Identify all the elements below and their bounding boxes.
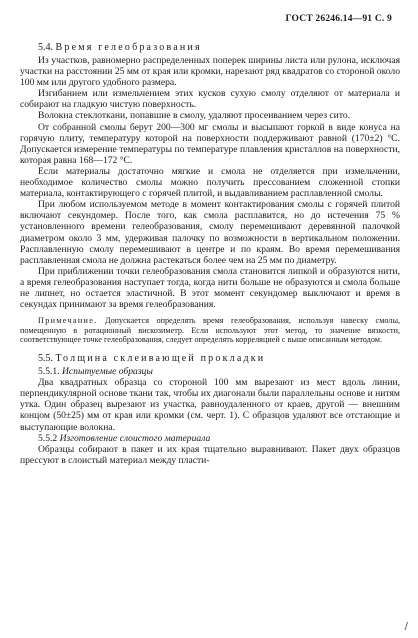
paragraph-stopwatch: При любом используемом методе в момент контактирования смолы с горячей плитой включают секундомер. После того, как смола расплавится, но до истечения 75 % установленного времени гелеобразования, смолу перемешивают деревянной палочкой диаметром около 3 мм, удерживая палочку по возможности в вертикальном положении. Расплавленную смолу перемешивают в центре и по краям. Во время перемешивания расплавленная смола не должна растекаться более чем на 25 мм по диаметру. (20, 199, 400, 266)
page-header: ГОСТ 26246.14—91 С. 9 (285, 14, 392, 24)
paragraph-cutting-squares: Из участков, равномерно распределенных поперек ширины листа или рулона, исключая участки на расстоянии 25 мм от края или кромки, нарезают ряд квадратов со стороной около 100 мм или другого удобного размера. (20, 55, 400, 89)
section-5-5-title: Толщина склеивающей прокладки (55, 352, 266, 364)
section-5-5-number: 5.5. (38, 352, 53, 364)
paragraph-pressing-stack: Если материалы достаточно мягкие и смола не отделяется при измельчении, необходимое количество смолы можно получить прессованием сложенной стопки материала, контактирующего с горячей плитой, и выдавливанием расплавленной смолы. (20, 165, 400, 200)
section-5-4-heading (20, 42, 400, 54)
section-5-5-1-heading (20, 366, 400, 377)
section-5-5-2-heading (20, 433, 400, 444)
paragraph-separating-resin: Изгибанием или измельчением этих кусков сухую смолу отделяют от материала и собирают на гладкую чистую поверхность. (20, 88, 400, 111)
section-5-5-heading (20, 353, 400, 365)
paragraph-sieving: Волокна стеклоткани, попавшие в смолу, удаляют просеиванием через сито. (38, 110, 351, 122)
note-label: Примечание. (38, 316, 98, 326)
note-viscometer (20, 316, 400, 345)
section-5-5-2-number: 5.5.2 (38, 432, 58, 444)
section-5-4-title: Время гелеобразования (55, 42, 202, 53)
section-5-5-1-number: 5.5.1. (38, 365, 60, 377)
note-text: Допускается определять время гелеобразования, используя навеску смолы, помещенную в ротационный вискозиметр. Если используют этот метод, то значение вязкости, соответствующее точке гелеобразования, следует определять корреляцией с выше описанным методом. (20, 316, 400, 345)
section-5-5-2-title: Изготовление слоистого материала (59, 432, 211, 444)
paragraph-gel-point: При приближении точки гелеобразования смола становится липкой и образуются нити, а время гелеобразования наступает тогда, когда нити больше не образуются и смола больше не липнет, но остается эластичной. В этот момент секундомер выключают и время в секундах принимают за время гелеобразования. (20, 265, 400, 311)
paragraph-hot-plate: От собранной смолы берут 200—300 мг смолы и высыпают горкой в виде конуса на горячую плиту, температуру которой на поверхности поддерживают равной (170±2) °С. Допускается измерение температуры по температуре плавления кристаллов на поверхности, которая равна 168—172 °С. (20, 121, 400, 166)
section-5-4-number: 5.4. (38, 42, 53, 53)
paragraph-laminate-assembly: Образцы собирают в пакет и их края тщательно выравнивают. Пакет двух образцов прессуют в слоистый материал между пласти- (20, 443, 400, 466)
section-5-5-1-title: Испытуемые образцы (62, 365, 153, 377)
scan-mark: / (404, 621, 408, 632)
paragraph-test-specimens: Два квадратных образца со стороной 100 мм вырезают из мест вдоль линии, перпендикулярной основе ткани так, чтобы их диагонали были параллельны основе и нитям утка. Один образец вырезают из участка, равноудаленного от краев, другой — внешним концом (50±25) мм от края или кромки (см. черт. 1). С образцов удаляют все отстающие и выступающие волокна. (20, 377, 400, 433)
